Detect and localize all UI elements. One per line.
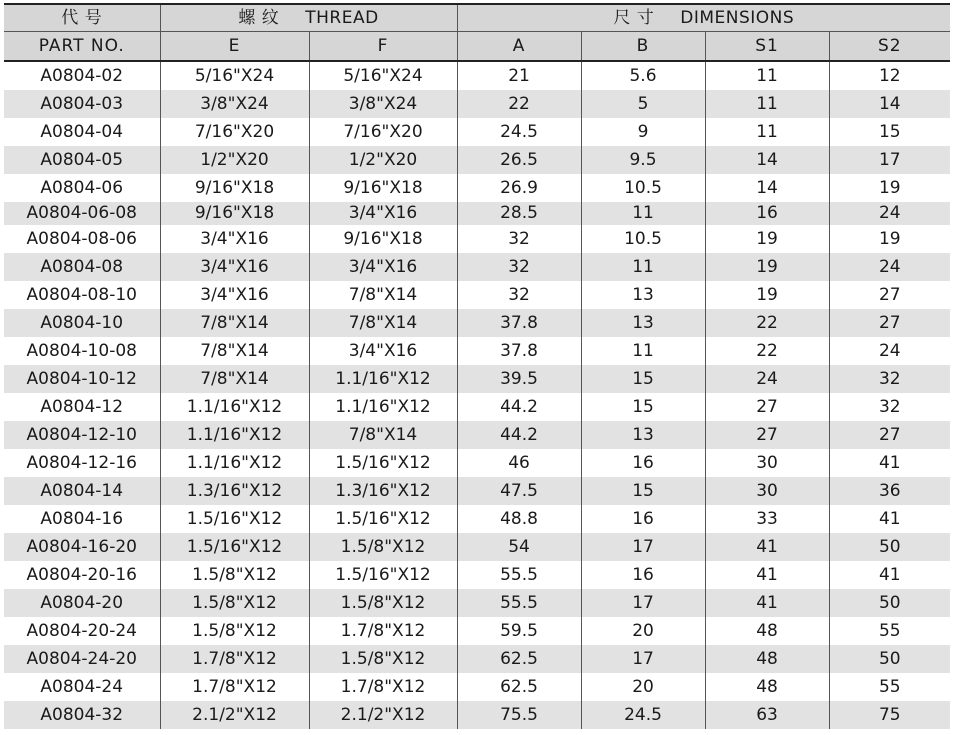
table-row [4,421,950,449]
dim-s2-cell: 15 [829,118,950,146]
thread-e-cell: 7/8"X14 [160,309,309,337]
column-header-e: E [160,32,309,62]
dim-b-cell: 10.5 [581,225,705,253]
table-row [4,561,950,589]
dim-s1-cell: 30 [705,449,829,477]
dimensions-header-en: DIMENSIONS [680,7,795,28]
dim-a-cell: 39.5 [457,365,581,393]
dim-s1-cell: 48 [705,673,829,701]
dim-b-cell: 15 [581,365,705,393]
table-row [4,146,950,174]
thread-e-cell: 1.1/16"X12 [160,421,309,449]
table-row [4,673,950,701]
dim-a-cell: 26.9 [457,174,581,202]
thread-f-cell: 3/4"X16 [309,253,457,281]
table-row [4,174,950,202]
thread-e-cell: 1/2"X20 [160,146,309,174]
thread-f-cell: 1.5/8"X12 [309,589,457,617]
dim-s1-cell: 11 [705,61,829,90]
dim-a-cell: 28.5 [457,202,581,225]
part-no-cell: A0804-24-20 [4,645,160,673]
part-no-cell: A0804-10-12 [4,365,160,393]
dim-s2-cell: 24 [829,202,950,225]
thread-e-cell: 1.5/8"X12 [160,561,309,589]
part-no-cell: A0804-20 [4,589,160,617]
dim-s2-cell: 19 [829,225,950,253]
dim-s2-cell: 24 [829,253,950,281]
dim-s1-cell: 14 [705,174,829,202]
dim-s1-cell: 19 [705,225,829,253]
dim-a-cell: 32 [457,225,581,253]
thread-f-cell: 7/8"X14 [309,421,457,449]
dim-s2-cell: 50 [829,589,950,617]
thread-e-cell: 1.3/16"X12 [160,477,309,505]
part-no-cell: A0804-14 [4,477,160,505]
dim-b-cell: 5 [581,90,705,118]
thread-e-cell: 9/16"X18 [160,202,309,225]
dim-s1-cell: 22 [705,309,829,337]
part-no-cell: A0804-20-24 [26,620,137,641]
dim-a-cell: 47.5 [457,477,581,505]
thread-e-cell: 1.5/16"X12 [160,505,309,533]
table-row [4,202,950,225]
dim-a-cell: 59.5 [457,617,581,645]
thread-e-cell: 1.5/8"X12 [160,617,309,645]
header-row-columns [4,32,950,62]
thread-header-cn: 螺 纹 [238,7,280,28]
thread-f-cell: 5/16"X24 [309,61,457,90]
part-no-cell: A0804-16 [40,508,124,529]
part-no-cell: A0804-08-06 [26,228,137,249]
thread-f-cell: 1.1/16"X12 [309,365,457,393]
dim-s1-cell: 11 [705,118,829,146]
dim-a-cell: 46 [457,449,581,477]
thread-e-cell: 1.5/16"X12 [160,533,309,561]
dim-s2-cell: 41 [829,505,950,533]
thread-e-cell: 5/16"X24 [160,61,309,90]
part-no-cell: A0804-32 [4,701,160,729]
part-no-cell: A0804-20-16 [26,564,137,585]
part-no-cell: A0804-10 [4,309,160,337]
dimensions-header-cn: 尺 寸 [613,7,655,28]
table-row [4,617,950,645]
dim-s1-cell: 41 [705,589,829,617]
thread-f-cell: 7/8"X14 [309,281,457,309]
dim-s2-cell: 50 [829,645,950,673]
dim-s1-cell: 30 [705,477,829,505]
thread-e-cell: 3/8"X24 [160,90,309,118]
part-no-cell: A0804-24 [40,676,124,697]
dim-a-cell: 44.2 [457,393,581,421]
part-no-cell: A0804-12-10 [4,421,160,449]
thread-e-cell: 3/4"X16 [160,253,309,281]
part-no-cell: A0804-12-16 [26,452,137,473]
dim-a-cell: 24.5 [457,118,581,146]
table-row [4,365,950,393]
dim-b-cell: 20 [581,617,705,645]
thread-f-cell: 1.5/16"X12 [309,505,457,533]
thread-f-cell: 1.5/16"X12 [309,449,457,477]
dim-s1-cell: 63 [705,701,829,729]
dimensions-group-header [457,5,950,32]
column-header-a: A [457,32,581,62]
thread-f-cell: 3/4"X16 [309,337,457,365]
dim-s2-cell: 27 [829,421,950,449]
thread-e-cell: 1.1/16"X12 [160,449,309,477]
thread-f-cell: 3/4"X16 [309,202,457,225]
dim-b-cell: 9.5 [581,146,705,174]
dim-s2-cell: 32 [829,393,950,421]
dim-b-cell: 15 [581,393,705,421]
dim-a-cell: 21 [457,61,581,90]
column-header-b: B [581,32,705,62]
dim-s2-cell: 36 [829,477,950,505]
dim-b-cell: 10.5 [581,174,705,202]
dim-s1-cell: 41 [705,561,829,589]
thread-f-cell: 7/8"X14 [309,309,457,337]
dim-s1-cell: 22 [705,337,829,365]
thread-f-cell: 1.3/16"X12 [309,477,457,505]
dim-a-cell: 62.5 [457,645,581,673]
dim-s1-cell: 16 [705,202,829,225]
dim-b-cell: 15 [581,477,705,505]
part-no-header-en: PART NO. [4,32,160,62]
dim-b-cell: 13 [581,421,705,449]
part-no-cell: A0804-08 [4,253,160,281]
dim-s1-cell: 14 [705,146,829,174]
dim-b-cell: 16 [581,505,705,533]
spec-table [4,5,950,729]
table-row [4,645,950,673]
dim-a-cell: 22 [457,90,581,118]
dim-s1-cell: 19 [705,281,829,309]
dim-s1-cell: 33 [705,505,829,533]
dim-a-cell: 48.8 [457,505,581,533]
part-no-cell: A0804-02 [40,65,124,86]
part-no-cell: A0804-06-08 [4,202,160,225]
column-header-f: F [309,32,457,62]
table-row [4,118,950,146]
table-row [4,309,950,337]
dim-a-cell: 32 [457,253,581,281]
thread-group-header [160,5,457,32]
dim-a-cell: 62.5 [457,673,581,701]
table-row [4,701,950,729]
dim-s2-cell: 55 [829,673,950,701]
dim-b-cell: 20 [581,673,705,701]
table-row [4,90,950,118]
dim-b-cell: 16 [581,561,705,589]
table-row [4,505,950,533]
thread-e-cell: 1.1/16"X12 [160,393,309,421]
table-row [4,449,950,477]
dim-b-cell: 11 [581,253,705,281]
dim-b-cell: 17 [581,645,705,673]
thread-e-cell: 2.1/2"X12 [160,701,309,729]
table-row [4,589,950,617]
dim-b-cell: 24.5 [581,701,705,729]
dim-s2-cell: 41 [829,449,950,477]
dim-b-cell: 17 [581,589,705,617]
header-row-groups [4,5,950,32]
thread-e-cell: 7/16"X20 [160,118,309,146]
thread-e-cell: 1.7/8"X12 [160,673,309,701]
column-header-s2: S2 [829,32,950,62]
thread-e-cell: 3/4"X16 [160,225,309,253]
thread-e-cell: 1.5/8"X12 [160,589,309,617]
dim-s1-cell: 27 [705,393,829,421]
dim-s2-cell: 41 [829,561,950,589]
table-row [4,61,950,90]
thread-e-cell: 7/8"X14 [160,365,309,393]
table-row [4,533,950,561]
dim-s2-cell: 50 [829,533,950,561]
thread-f-cell: 9/16"X18 [309,174,457,202]
dim-s1-cell: 19 [705,253,829,281]
thread-f-cell: 1/2"X20 [309,146,457,174]
dim-b-cell: 11 [581,202,705,225]
dim-s2-cell: 27 [829,281,950,309]
thread-f-cell: 9/16"X18 [309,225,457,253]
dim-s2-cell: 55 [829,617,950,645]
dim-s1-cell: 41 [705,533,829,561]
part-no-cell: A0804-12 [40,396,124,417]
table-row [4,393,950,421]
dim-s2-cell: 17 [829,146,950,174]
dim-s2-cell: 24 [829,337,950,365]
part-no-header-cn: 代 号 [4,5,160,32]
dim-s2-cell: 19 [829,174,950,202]
part-no-cell: A0804-16-20 [4,533,160,561]
table-row [4,281,950,309]
thread-e-cell: 7/8"X14 [160,337,309,365]
thread-f-cell: 7/16"X20 [309,118,457,146]
part-no-cell: A0804-08-10 [26,284,137,305]
dim-a-cell: 26.5 [457,146,581,174]
spec-table-body [4,61,950,729]
dim-b-cell: 16 [581,449,705,477]
dim-s1-cell: 24 [705,365,829,393]
dim-s1-cell: 48 [705,617,829,645]
part-no-cell: A0804-05 [4,146,160,174]
dim-s2-cell: 27 [829,309,950,337]
dim-a-cell: 44.2 [457,421,581,449]
dim-a-cell: 55.5 [457,561,581,589]
thread-f-cell: 1.5/16"X12 [309,561,457,589]
dim-a-cell: 54 [457,533,581,561]
table-row [4,477,950,505]
thread-f-cell: 1.7/8"X12 [309,673,457,701]
dim-b-cell: 5.6 [581,61,705,90]
dim-s1-cell: 27 [705,421,829,449]
dim-s2-cell: 12 [829,61,950,90]
dim-b-cell: 11 [581,337,705,365]
table-row [4,337,950,365]
dim-a-cell: 75.5 [457,701,581,729]
dim-b-cell: 13 [581,281,705,309]
dim-s2-cell: 75 [829,701,950,729]
dim-b-cell: 13 [581,309,705,337]
thread-header-en: THREAD [305,7,379,28]
thread-e-cell: 3/4"X16 [160,281,309,309]
dim-s2-cell: 32 [829,365,950,393]
part-no-cell: A0804-06 [40,177,124,198]
dim-s2-cell: 14 [829,90,950,118]
dim-s1-cell: 48 [705,645,829,673]
dim-a-cell: 55.5 [457,589,581,617]
dim-s1-cell: 11 [705,90,829,118]
table-row [4,225,950,253]
dim-a-cell: 32 [457,281,581,309]
column-header-s1: S1 [705,32,829,62]
thread-e-cell: 1.7/8"X12 [160,645,309,673]
thread-f-cell: 1.1/16"X12 [309,393,457,421]
thread-f-cell: 1.5/8"X12 [309,533,457,561]
table-row [4,253,950,281]
dim-a-cell: 37.8 [457,337,581,365]
dim-b-cell: 9 [581,118,705,146]
thread-e-cell: 9/16"X18 [160,174,309,202]
thread-f-cell: 1.7/8"X12 [309,617,457,645]
spec-table-sheet [4,3,950,725]
thread-f-cell: 1.5/8"X12 [309,645,457,673]
part-no-cell: A0804-04 [40,121,124,142]
part-no-cell: A0804-03 [4,90,160,118]
thread-f-cell: 3/8"X24 [309,90,457,118]
dim-b-cell: 17 [581,533,705,561]
thread-f-cell: 2.1/2"X12 [309,701,457,729]
part-no-cell: A0804-10-08 [26,340,137,361]
dim-a-cell: 37.8 [457,309,581,337]
